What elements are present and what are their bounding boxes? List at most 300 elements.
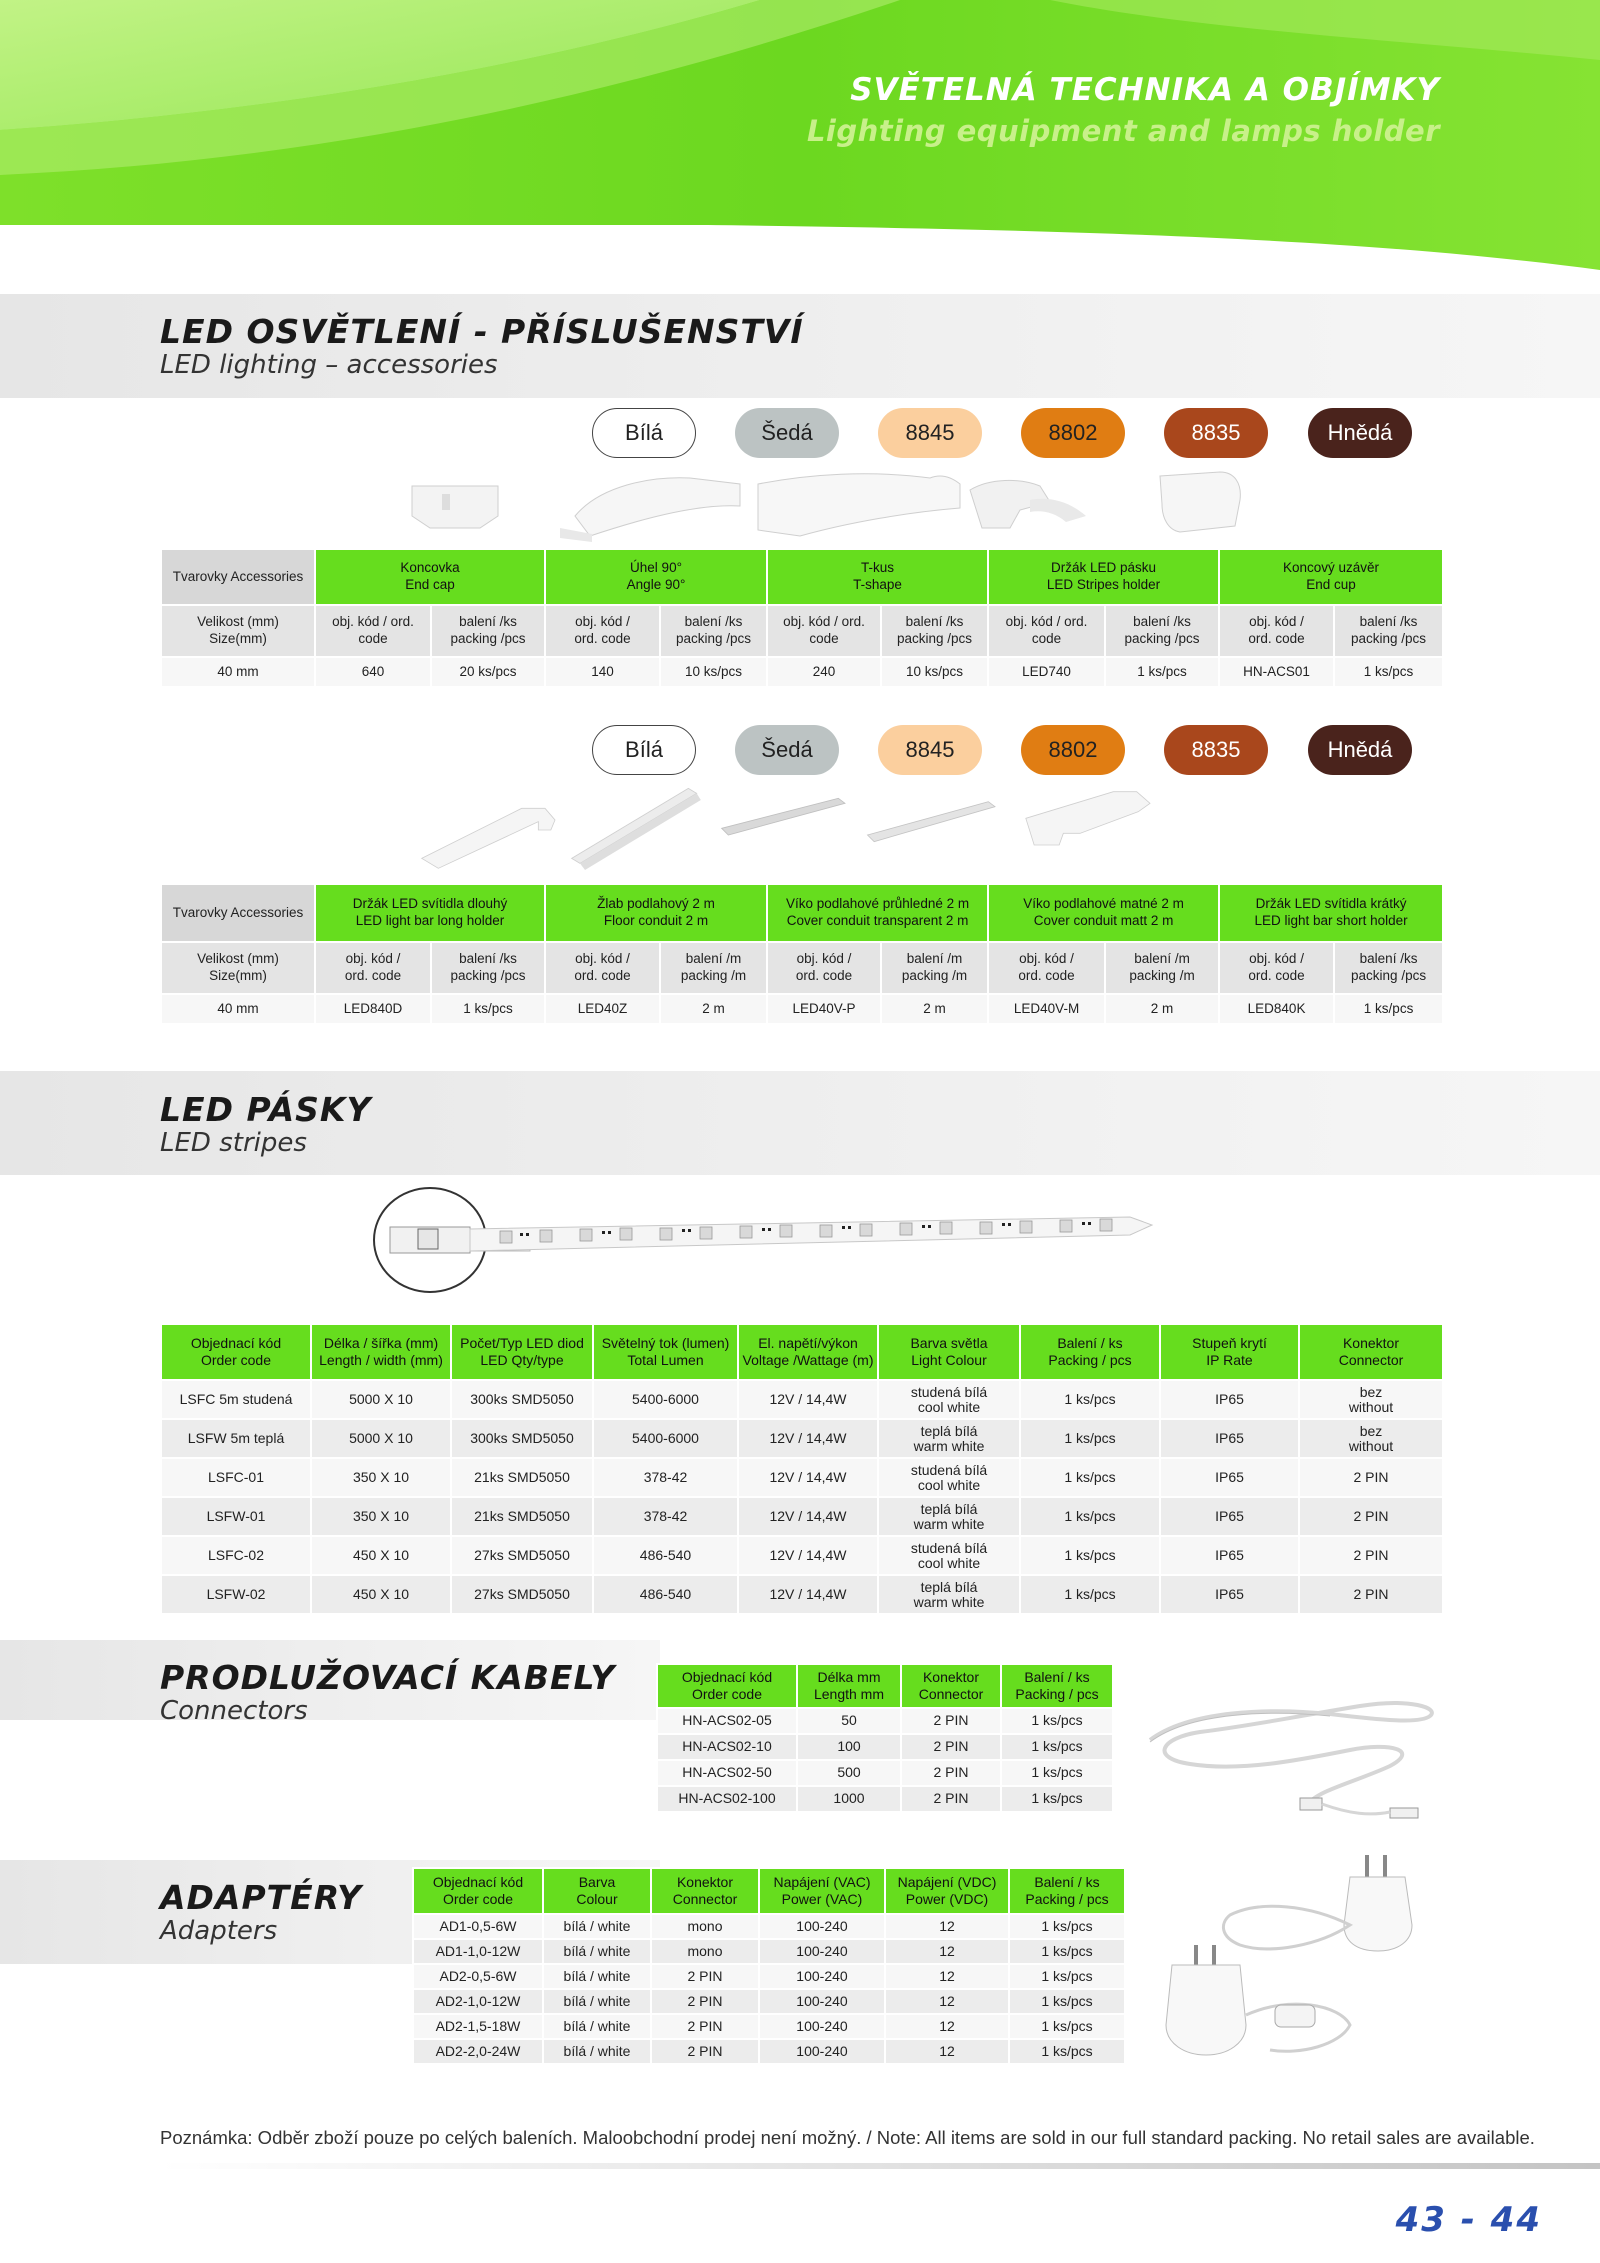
swatch-brown: Hnědá (1308, 725, 1412, 775)
code-label (988, 942, 1105, 994)
cell-power-vac: 100-240 (759, 2014, 885, 2039)
cell-code: LSFW-02 (161, 1575, 311, 1614)
cell-length: 1000 (797, 1786, 901, 1812)
cell-size: 5000 X 10 (311, 1419, 451, 1458)
cell-packing: 1 ks/pcs (1009, 1964, 1125, 1989)
page-number: 43 - 44 (1395, 2200, 1542, 2240)
connector-cz: bez (1359, 1383, 1383, 1400)
swatch-8802: 8802 (1021, 408, 1125, 458)
cell-connector: 2 PIN (901, 1786, 1001, 1812)
accessories-table-1 (160, 548, 1444, 688)
colour-swatches-1 (592, 408, 1404, 458)
header-en: Connector (672, 1891, 738, 1907)
cell-packing: 1 ks/pcs (1020, 1497, 1160, 1536)
code-label-en: ord. code (574, 968, 631, 983)
cell-lumen: 5400-6000 (593, 1419, 738, 1458)
header-cz: Napájení (VAC) (773, 1873, 871, 1890)
cell-packing: 1 ks/pcs (1001, 1708, 1113, 1734)
cell-size: 450 X 10 (311, 1536, 451, 1575)
cell-ip: IP65 (1160, 1536, 1299, 1575)
cell-voltage: 12V / 14,4W (738, 1458, 878, 1497)
pack-label-en: packing /pcs (450, 631, 526, 646)
cell-size: 450 X 10 (311, 1575, 451, 1614)
table-row (413, 2014, 1125, 2039)
product-header-long-holder (315, 884, 545, 942)
cell-lumen: 378-42 (593, 1458, 738, 1497)
cell-colour: bílá / white (543, 1989, 651, 2014)
cell-code: LSFC-02 (161, 1536, 311, 1575)
col-header-packing (1020, 1324, 1160, 1380)
cell-led: 300ks SMD5050 (451, 1419, 593, 1458)
pack-label-cz: balení /ks (684, 614, 743, 630)
cell-power-vdc: 12 (885, 1939, 1009, 1964)
header-cz: Barva světla (910, 1334, 988, 1351)
table-row (413, 1964, 1125, 1989)
cell-colour: bílá / white (543, 2039, 651, 2064)
code-value: LED840D (315, 994, 431, 1024)
cell-colour: bílá / white (543, 2014, 651, 2039)
size-value: 40 mm (161, 994, 315, 1024)
cell-length: 100 (797, 1734, 901, 1760)
product-name-en: End cap (405, 577, 455, 592)
colour-swatches-2 (592, 725, 1404, 775)
code-label-cz: obj. kód / (575, 614, 630, 630)
cell-led: 21ks SMD5050 (451, 1497, 593, 1536)
product-name: Držák LED svítidla krátký (1255, 896, 1407, 912)
swatch-white: Bílá (592, 725, 696, 775)
header-en: Power (VDC) (905, 1891, 989, 1907)
cell-led: 21ks SMD5050 (451, 1458, 593, 1497)
cell-led: 27ks SMD5050 (451, 1536, 593, 1575)
cell-lumen: 486-540 (593, 1536, 738, 1575)
col-header-code (161, 1324, 311, 1380)
colour-en: warm white (913, 1593, 985, 1610)
cell-colour (878, 1497, 1020, 1536)
cell-connector: mono (651, 1914, 759, 1939)
product-header-short-holder (1219, 884, 1443, 942)
cell-packing: 1 ks/pcs (1020, 1419, 1160, 1458)
cell-length: 50 (797, 1708, 901, 1734)
stripes-holder-image (970, 480, 1086, 528)
cell-led: 27ks SMD5050 (451, 1575, 593, 1614)
size-label-cz: Velikost (mm) (197, 614, 279, 630)
pack-value: 1 ks/pcs (431, 994, 545, 1024)
adapters-table (412, 1867, 1126, 2065)
header-cz: Barva (578, 1873, 616, 1890)
cell-connector: 2 PIN (901, 1760, 1001, 1786)
size-value: 40 mm (161, 657, 315, 687)
row-label-accessories: Tvarovky Accessories (161, 884, 315, 942)
header-en: Order code (200, 1352, 272, 1368)
colour-cz: studená bílá (910, 1461, 988, 1478)
pack-label (1334, 605, 1443, 657)
pack-label-en: packing /pcs (1351, 631, 1427, 646)
colour-cz: studená bílá (910, 1383, 988, 1400)
code-value: LED40V-M (988, 994, 1105, 1024)
t-shape-image (758, 474, 960, 536)
header-cz: Konektor (676, 1873, 734, 1890)
swatch-brown: Hnědá (1308, 408, 1412, 458)
colour-cz: teplá bílá (920, 1500, 978, 1517)
cell-connector: 2 PIN (651, 2014, 759, 2039)
connector-en: without (1348, 1398, 1394, 1415)
cell-size: 350 X 10 (311, 1458, 451, 1497)
cell-connector: 2 PIN (1299, 1497, 1443, 1536)
stripes-table (160, 1323, 1444, 1615)
header-en: Colour (576, 1891, 618, 1907)
cell-packing: 1 ks/pcs (1009, 1914, 1125, 1939)
header-en: Connector (918, 1686, 984, 1702)
code-label-cz: obj. kód / (796, 951, 852, 967)
header-cz: Konektor (1342, 1334, 1400, 1351)
code-label (767, 942, 881, 994)
code-value: LED840K (1219, 994, 1334, 1024)
cell-power-vac: 100-240 (759, 1964, 885, 1989)
product-name-en: End cup (1306, 577, 1356, 592)
size-label (161, 605, 315, 657)
cell-packing: 1 ks/pcs (1009, 2014, 1125, 2039)
cell-power-vac: 100-240 (759, 1939, 885, 1964)
cell-packing: 1 ks/pcs (1001, 1760, 1113, 1786)
adapter-2pin-image (1166, 1945, 1350, 2055)
floor-conduit-image (572, 788, 701, 870)
size-label-cz: Velikost (mm) (197, 951, 279, 967)
code-label (1219, 605, 1334, 657)
product-header-cover-transparent (767, 884, 988, 942)
cell-code: AD2-1,5-18W (413, 2014, 543, 2039)
connector-cz: bez (1359, 1422, 1383, 1439)
pack-value: 1 ks/pcs (1105, 657, 1219, 687)
swatch-white: Bílá (592, 408, 696, 458)
code-label-en: ord. code (1248, 631, 1305, 646)
pack-value: 2 m (660, 994, 767, 1024)
product-header-end-cup (1219, 549, 1443, 605)
code-label-en: ord. code (574, 631, 631, 646)
product-name: Držák LED pásku (1051, 560, 1157, 576)
section-title-accessories: LED OSVĚTLENÍ - PŘÍSLUŠENSTVÍ (160, 312, 804, 351)
code-label (545, 942, 660, 994)
colour-en: cool white (917, 1476, 981, 1493)
table-row (161, 1575, 1443, 1614)
code-label-cz: obj. kód / (575, 951, 630, 967)
product-name: Držák LED svítidla dlouhý (352, 896, 508, 912)
pack-label-cz: balení /ks (1359, 951, 1418, 967)
table-row (161, 994, 1443, 1024)
cell-ip: IP65 (1160, 1380, 1299, 1419)
col-header-connector (901, 1664, 1001, 1708)
col-header-packing (1001, 1664, 1113, 1708)
colour-en: warm white (913, 1437, 985, 1454)
cell-code: AD2-2,0-24W (413, 2039, 543, 2064)
swatch-8835: 8835 (1164, 725, 1268, 775)
header-cz: Počet/Typ LED diod (460, 1334, 584, 1351)
cell-colour (878, 1458, 1020, 1497)
table-row (657, 1786, 1113, 1812)
header-cz: Objednací kód (190, 1334, 282, 1351)
cell-voltage: 12V / 14,4W (738, 1419, 878, 1458)
col-header-size (311, 1324, 451, 1380)
pack-label (1105, 605, 1219, 657)
cell-connector: mono (651, 1939, 759, 1964)
cell-packing: 1 ks/pcs (1020, 1536, 1160, 1575)
cell-size: 350 X 10 (311, 1497, 451, 1536)
cell-colour: bílá / white (543, 1914, 651, 1939)
pack-label-cz: balení /ks (459, 951, 517, 967)
code-value: LED740 (988, 657, 1105, 687)
cell-power-vdc: 12 (885, 1964, 1009, 1989)
led-stripe-image (370, 1185, 1170, 1295)
code-label-en: ord. code (1248, 968, 1305, 983)
col-header-connector (651, 1868, 759, 1914)
table-row (657, 1708, 1113, 1734)
col-header-length (797, 1664, 901, 1708)
pack-value: 2 m (1105, 994, 1219, 1024)
product-name: Víko podlahové průhledné 2 m (785, 896, 970, 912)
pack-label (660, 605, 767, 657)
header-en: Total Lumen (627, 1352, 704, 1368)
accessories-photos-2 (330, 775, 1330, 875)
header-cz: Balení / ks (1024, 1668, 1090, 1685)
product-name-en: LED light bar long holder (355, 913, 505, 928)
code-value: HN-ACS01 (1219, 657, 1334, 687)
cell-connector: 2 PIN (1299, 1575, 1443, 1614)
code-value: LED40Z (545, 994, 660, 1024)
product-name: Žlab podlahový 2 m (597, 896, 715, 912)
pack-label-cz: balení /m (906, 951, 963, 967)
code-label-en: ord. code (344, 968, 402, 983)
adapter-mono-image (1223, 1855, 1412, 1951)
pack-label-en: packing /m (1129, 968, 1195, 983)
cell-packing: 1 ks/pcs (1020, 1380, 1160, 1419)
pack-label (881, 942, 988, 994)
pack-label-en: packing /pcs (897, 631, 973, 646)
cell-power-vac: 100-240 (759, 2039, 885, 2064)
cell-connector: 2 PIN (651, 2039, 759, 2064)
cell-packing: 1 ks/pcs (1001, 1786, 1113, 1812)
col-header-power-vac (759, 1868, 885, 1914)
pack-label-en: packing /pcs (676, 631, 752, 646)
pack-label-en: packing /m (680, 968, 747, 983)
cell-ip: IP65 (1160, 1497, 1299, 1536)
pack-label-cz: balení /ks (459, 614, 517, 630)
extension-cable-image (1130, 1680, 1450, 1830)
table-row (657, 1734, 1113, 1760)
product-name: Víko podlahové matné 2 m (1023, 896, 1184, 912)
pack-label (660, 942, 767, 994)
cell-code: LSFC 5m studená (161, 1380, 311, 1419)
code-value: LED40V-P (767, 994, 881, 1024)
cell-colour: bílá / white (543, 1939, 651, 1964)
product-name-en: LED light bar short holder (1254, 913, 1408, 928)
cell-voltage: 12V / 14,4W (738, 1380, 878, 1419)
swatch-grey: Šedá (735, 725, 839, 775)
col-header-voltage (738, 1324, 878, 1380)
row-label-accessories: Tvarovky Accessories (161, 549, 315, 605)
col-header-led (451, 1324, 593, 1380)
col-header-colour (543, 1868, 651, 1914)
code-value: 640 (315, 657, 431, 687)
header-en: Order code (442, 1891, 514, 1907)
short-holder-image (1026, 792, 1150, 845)
header-en: Packing / pcs (1015, 1686, 1099, 1702)
col-header-lumen (593, 1324, 738, 1380)
header-cz: El. napětí/výkon (758, 1334, 858, 1351)
cell-code: HN-ACS02-10 (657, 1734, 797, 1760)
pack-label-en: packing /pcs (1124, 631, 1200, 646)
cell-code: AD2-1,0-12W (413, 1989, 543, 2014)
pack-label (1334, 942, 1443, 994)
table-row (657, 1760, 1113, 1786)
long-holder-image (422, 808, 555, 868)
col-header-power-vdc (885, 1868, 1009, 1914)
section-subtitle-accessories: LED lighting – accessories (160, 350, 498, 380)
product-header-stripes-holder (988, 549, 1219, 605)
section-title-adapters: ADAPTÉRY (160, 1878, 362, 1917)
angle-90-image (560, 478, 740, 542)
product-name: T-kus (861, 560, 895, 576)
cell-packing: 1 ks/pcs (1020, 1458, 1160, 1497)
connector-en: without (1348, 1437, 1394, 1454)
colour-cz: teplá bílá (920, 1422, 978, 1439)
header-cz: Stupeň krytí (1192, 1334, 1267, 1351)
pack-label-cz: balení /m (685, 951, 742, 967)
code-label-cz: obj. kód / (1249, 614, 1304, 630)
size-label-en: Size(mm) (209, 631, 267, 646)
accessories-table-2 (160, 883, 1444, 1025)
cell-connector (1299, 1419, 1443, 1458)
swatch-8835: 8835 (1164, 408, 1268, 458)
product-name-en: T-shape (853, 577, 902, 592)
pack-label-en: packing /pcs (1351, 968, 1427, 983)
cell-colour (878, 1536, 1020, 1575)
cell-colour (878, 1380, 1020, 1419)
cell-lumen: 378-42 (593, 1497, 738, 1536)
header-cz: Objednací kód (681, 1668, 773, 1685)
swatch-8845: 8845 (878, 408, 982, 458)
section-subtitle-adapters: Adapters (160, 1916, 278, 1946)
table-row (413, 1989, 1125, 2014)
header-cz: Balení / ks (1034, 1873, 1100, 1890)
header-cz: Napájení (VDC) (897, 1873, 997, 1890)
col-header-colour (878, 1324, 1020, 1380)
cell-packing: 1 ks/pcs (1009, 1939, 1125, 1964)
code-label: obj. kód / ord. code (767, 605, 881, 657)
end-cap-image (412, 486, 498, 528)
cell-length: 500 (797, 1760, 901, 1786)
table-row (161, 1458, 1443, 1497)
col-header-connector (1299, 1324, 1443, 1380)
colour-en: cool white (917, 1398, 981, 1415)
header-cz: Světelný tok (lumen) (601, 1334, 730, 1351)
swatch-grey: Šedá (735, 408, 839, 458)
cell-power-vdc: 12 (885, 1989, 1009, 2014)
cell-connector: 2 PIN (1299, 1536, 1443, 1575)
header-cz: Balení / ks (1057, 1334, 1123, 1351)
section-subtitle-stripes: LED stripes (160, 1128, 307, 1158)
cover-matt-image (868, 802, 996, 842)
cell-voltage: 12V / 14,4W (738, 1536, 878, 1575)
table-row (161, 657, 1443, 687)
header-cz: Objednací kód (432, 1873, 524, 1890)
product-name-en: Cover conduit transparent 2 m (786, 913, 969, 928)
code-label-cz: obj. kód / (1249, 951, 1304, 967)
pack-label-cz: balení /ks (905, 614, 964, 630)
cell-packing: 1 ks/pcs (1009, 1989, 1125, 2014)
swatch-8845: 8845 (878, 725, 982, 775)
pack-value: 20 ks/pcs (431, 657, 545, 687)
table-row (161, 1380, 1443, 1419)
cell-colour (878, 1419, 1020, 1458)
header-cz: Délka mm (817, 1668, 881, 1685)
cell-connector: 2 PIN (651, 1964, 759, 1989)
section-title-stripes: LED PÁSKY (160, 1090, 372, 1129)
header-en: IP Rate (1206, 1352, 1253, 1368)
cell-colour (878, 1575, 1020, 1614)
code-label (545, 605, 660, 657)
cell-ip: IP65 (1160, 1419, 1299, 1458)
cell-connector (1299, 1380, 1443, 1419)
cell-size: 5000 X 10 (311, 1380, 451, 1419)
cell-ip: IP65 (1160, 1458, 1299, 1497)
table-row (413, 1939, 1125, 1964)
cell-power-vac: 100-240 (759, 1989, 885, 2014)
code-label-cz: obj. kód / (345, 951, 401, 967)
table-row (161, 1419, 1443, 1458)
code-label (315, 942, 431, 994)
cell-voltage: 12V / 14,4W (738, 1497, 878, 1536)
cell-code: HN-ACS02-100 (657, 1786, 797, 1812)
cell-lumen: 5400-6000 (593, 1380, 738, 1419)
product-name-en: Angle 90° (626, 577, 686, 592)
cell-ip: IP65 (1160, 1575, 1299, 1614)
colour-cz: studená bílá (910, 1539, 988, 1556)
code-label-cz: obj. kód / (1019, 951, 1074, 967)
size-label (161, 942, 315, 994)
footer-note: Poznámka: Odběr zboží pouze po celých baleních. Maloobchodní prodej není možný. / Note: All items are sold in our full standard packing. No retail sales are available. (160, 2127, 1535, 2148)
header-en: Connector (1338, 1352, 1404, 1368)
size-label-en: Size(mm) (209, 968, 267, 983)
header-en: LED Qty/type (480, 1352, 564, 1368)
header-en: Voltage /Wattage (m) (742, 1352, 874, 1368)
product-name: Koncový uzávěr (1283, 560, 1380, 576)
cables-table (656, 1663, 1114, 1813)
table-row (161, 1497, 1443, 1536)
product-header-angle (545, 549, 767, 605)
product-header-cover-matt (988, 884, 1219, 942)
pack-value: 10 ks/pcs (660, 657, 767, 687)
code-label: obj. kód / ord. code (988, 605, 1105, 657)
cover-transparent-image (722, 798, 845, 835)
pack-label-en: packing /pcs (450, 968, 526, 983)
accessories-photos-1 (330, 456, 1330, 556)
banner-title-en: Lighting equipment and lamps holder (806, 114, 1440, 148)
product-header-end-cap (315, 549, 545, 605)
pack-label-cz: balení /ks (1359, 614, 1418, 630)
cell-led: 300ks SMD5050 (451, 1380, 593, 1419)
swatch-8802: 8802 (1021, 725, 1125, 775)
footer-divider (160, 2163, 1600, 2169)
cell-connector: 2 PIN (1299, 1458, 1443, 1497)
code-label: obj. kód / ord. code (315, 605, 431, 657)
header-en: Light Colour (911, 1352, 987, 1368)
cell-colour: bílá / white (543, 1964, 651, 1989)
cell-lumen: 486-540 (593, 1575, 738, 1614)
col-header-packing (1009, 1868, 1125, 1914)
section-title-cables: PRODLUŽOVACÍ KABELY (160, 1658, 616, 1697)
pack-label-en: packing /m (901, 968, 968, 983)
cell-code: LSFC-01 (161, 1458, 311, 1497)
pack-value: 2 m (881, 994, 988, 1024)
